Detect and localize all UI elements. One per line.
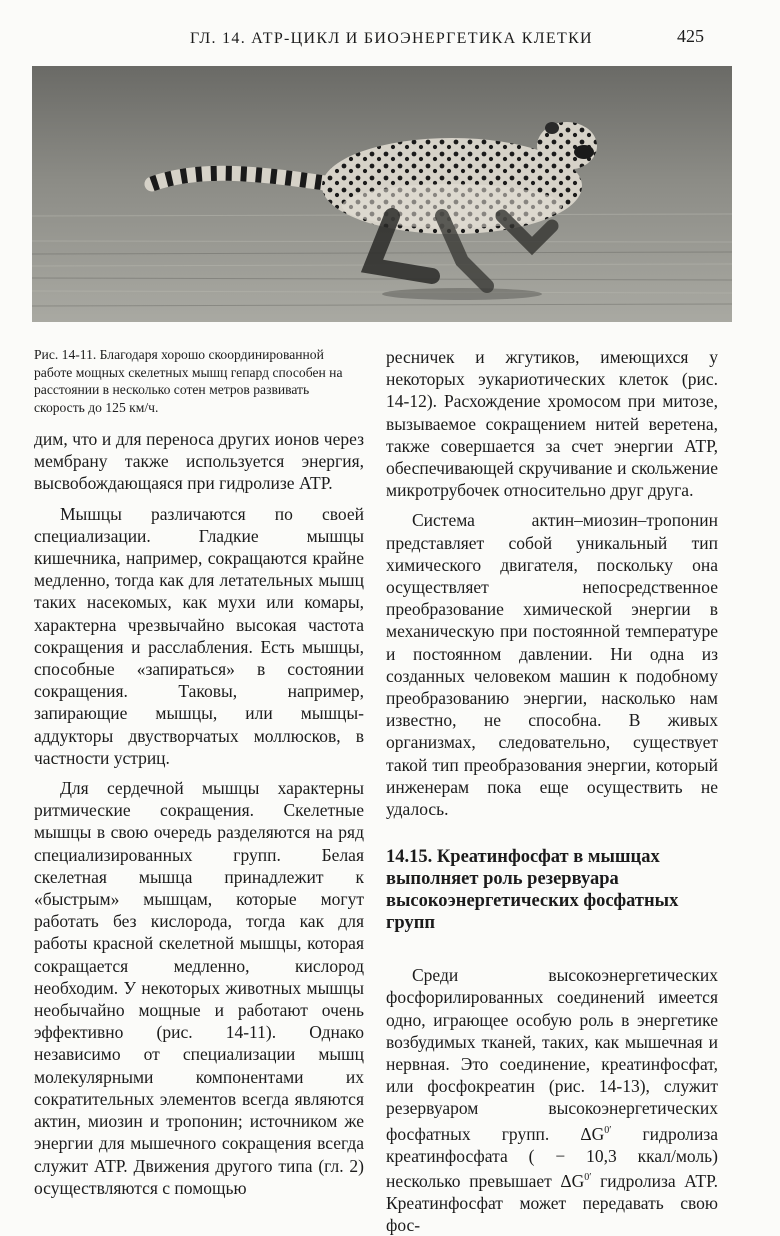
figure-caption: Рис. 14-11. Благодаря хорошо скоординированной работе мощных скелетных мышц гепард способен на расстоянии в несколько сотен метров развивать скорость до 125 км/ч. bbox=[34, 347, 343, 415]
paragraph-3-part-b: гидролиза креатинфосфата ( − 10,3 ккал/моль) несколько превышает ΔG bbox=[386, 1123, 718, 1191]
right-paragraph-1: ресничек и жгутиков, имеющихся у некоторых эукариотических клеток (рис. 14-12). Расхождение хромосом при митозе, вызываемое сокращением нитей веретена, также совершается за счет энергии АТР, обеспечивающей скручивание и скольжение микротрубочек относительно друг друга. bbox=[386, 347, 718, 501]
running-title: ГЛ. 14. АТР-ЦИКЛ И БИОЭНЕРГЕТИКА КЛЕТКИ bbox=[190, 30, 593, 47]
section-title: 14.15. Креатинфосфат в мышцах выполняет роль резервуара высокоэнергетических фосфатных групп bbox=[386, 847, 679, 934]
right-paragraph-2: Система актин–миозин–тропонин представляет собой уникальный тип химического двигателя, поскольку она осуществляет непосредственное преобразование химической энергии в механическую при постоянной температуре и постоянном давлении. Ни одна из созданных человеком машин к подобному преобразованию энергии, насколько нам известно, не способна. В живых организмах, следовательно, существует такой тип преобразования энергии, который инженерам пока еще осуществить не удалось. bbox=[386, 510, 718, 820]
cheetah-running-photo bbox=[32, 66, 732, 322]
right-column bbox=[386, 346, 718, 1236]
left-paragraph-2: Мышцы различаются по своей специализации. Гладкие мышцы кишечника, например, сокращаются крайне медленно, тогда как для летательных мышц таких насекомых, как мухи или комары, характерна чрезвычайно высокая частота сокращения и расслабления. Есть мышцы, способные «запираться» в состоянии сокращения. Таковы, например, запирающие мышцы, или мышцы-аддукторы двустворчатых моллюсков, в частности устриц. bbox=[34, 503, 364, 768]
left-paragraph-3: Для сердечной мышцы характерны ритмические сокращения. Скелетные мышцы в свою очередь разделяются на ряд специализированных групп. Белая скелетная мышца принадлежит к «быстрым» мышцам, которые могут работать без кислорода, тогда как для работы красной скелетной мышцы, которая сокращается медленно, кислород необходим. У некоторых животных мышцы необычайно мощные и работают очень эффективно (рис. 14-11). Однако независимо от специализации мышц молекулярными компонентами их сократительных элементов всегда являются актин, миозин и тропонин; источником же энергии для мышечного сокращения всегда служит АТР. Движения другого типа (гл. 2) осуществляются с помощью bbox=[34, 778, 364, 1198]
delta-g-superscript-1: 0′ bbox=[604, 1124, 612, 1136]
left-paragraph-1: дим, что и для переноса других ионов через мембрану также используется энергия, высвобождающаяся при гидролизе АТР. bbox=[34, 429, 364, 494]
page-header bbox=[40, 26, 740, 52]
page-number: 425 bbox=[677, 26, 704, 46]
delta-g-superscript-2: 0′ bbox=[584, 1171, 592, 1183]
right-paragraph-3 bbox=[386, 964, 718, 1236]
paragraph-3-part-c: гидролиза АТР. Креатинфосфат может передавать свою фос- bbox=[386, 1170, 718, 1236]
left-column bbox=[34, 346, 364, 1207]
paragraph-3-part-a: Среди высокоэнергетических фосфорилированных соединений имеется одно, играющее особую роль в энергетике возбудимых тканей, таких, как мышечная и нервная. Это соединение, креатинфосфат, или фосфокреатин (рис. 14-13), служит резервуаром высокоэнергетических фосфатных групп. ΔG bbox=[386, 965, 718, 1144]
